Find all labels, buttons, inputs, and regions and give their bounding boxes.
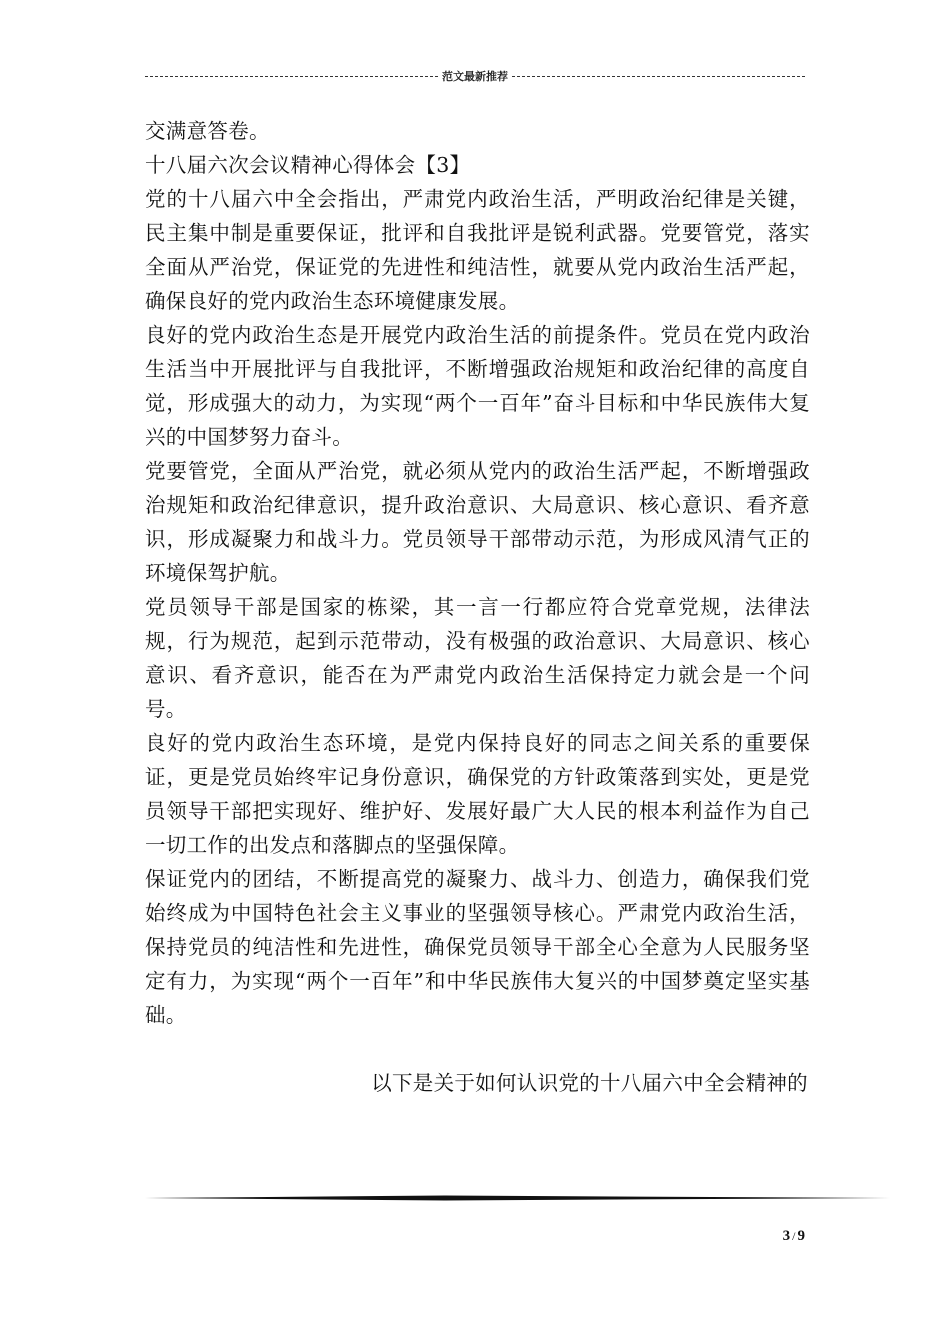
page-header: [145, 68, 805, 84]
section-heading: 十八届六次会议精神心得体会【3】: [145, 153, 471, 177]
paragraph: 党的十八届六中全会指出，严肃党内政治生活，严明政治纪律是关键，民主集中制是重要保证，批评和自我批评是锐利武器。党要管党，落实全面从严治党，保证党的先进性和纯洁性，就要从党内政治生活严起，确保良好的党内政治生态环境健康发展。: [145, 187, 810, 313]
paragraph: 交满意答卷。: [145, 119, 270, 143]
paragraph: 党员领导干部是国家的栋梁，其一言一行都应符合党章党规，法律法规，行为规范，起到示范带动，没有极强的政治意识、大局意识、核心意识、看齐意识，能否在为严肃党内政治生活保持定力就会是一个问号。: [145, 595, 810, 721]
paragraph: 保证党内的团结，不断提高党的凝聚力、战斗力、创造力，确保我们党始终成为中国特色社会主义事业的坚强领导核心。严肃党内政治生活，保持党员的纯洁性和先进性，确保党员领导干部全心全意为人民服务坚定有力，为实现“两个一百年”和中华民族伟大复兴的中国梦奠定坚实基础。: [145, 867, 810, 1027]
page-separator: /: [792, 1229, 796, 1243]
header-divider-right: [512, 76, 805, 77]
page-total: 9: [797, 1228, 805, 1244]
paragraph: 党要管党，全面从严治党，就必须从党内的政治生活严起，不断增强政治规矩和政治纪律意识，提升政治意识、大局意识、核心意识、看齐意识，形成凝聚力和战斗力。党员领导干部带动示范，为形成风清气正的环境保驾护航。: [145, 459, 810, 585]
header-divider-left: [145, 76, 438, 77]
paragraph: 良好的党内政治生态环境，是党内保持良好的同志之间关系的重要保证，更是党员始终牢记身份意识，确保党的方针政策落到实处，更是党员领导干部把实现好、维护好、发展好最广大人民的根本利益作为自己一切工作的出发点和落脚点的坚强保障。: [145, 731, 810, 857]
continuation-line: 以下是关于如何认识党的十八届六中全会精神的: [371, 1071, 808, 1095]
document-body: [145, 114, 810, 1100]
header-label: 范文最新推荐: [442, 71, 508, 83]
page-number: [740, 1228, 805, 1245]
footer-divider: [145, 1195, 890, 1202]
paragraph: 良好的党内政治生态是开展党内政治生活的前提条件。党员在党内政治生活当中开展批评与自我批评，不断增强政治规矩和政治纪律的高度自觉，形成强大的动力，为实现“两个一百年”奋斗目标和中华民族伟大复兴的中国梦努力奋斗。: [145, 323, 810, 449]
page-current: 3: [782, 1228, 791, 1244]
